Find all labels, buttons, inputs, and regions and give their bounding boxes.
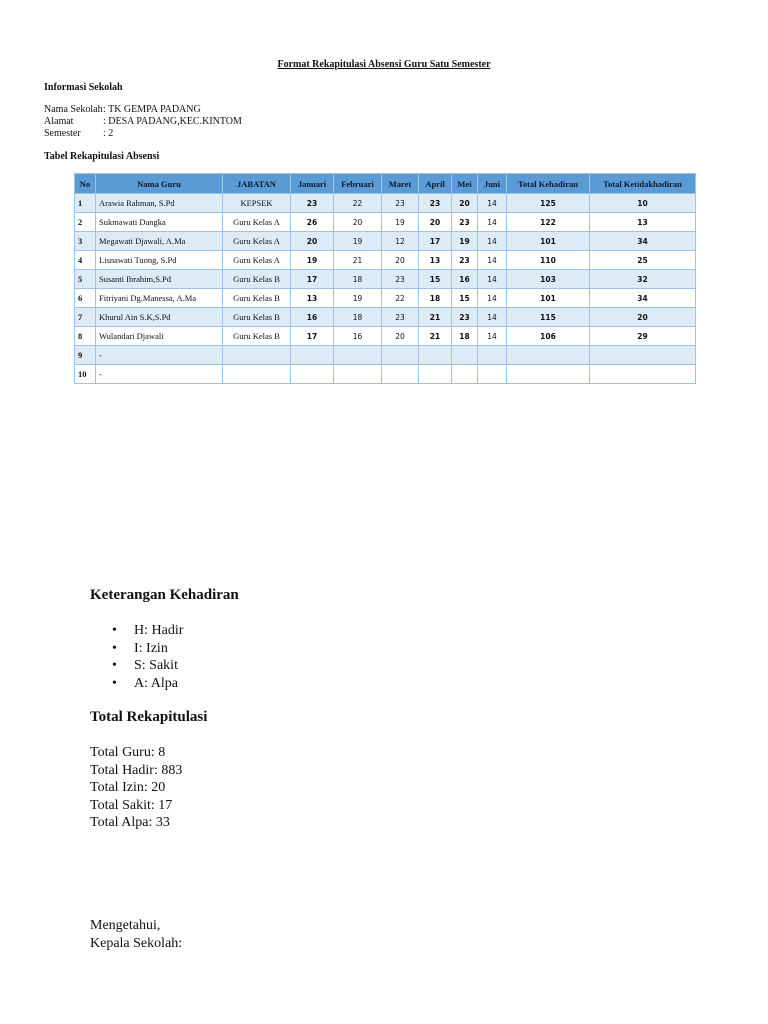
total-alpa: Total Alpa: 33: [90, 815, 170, 830]
cell-col-total-kehadiran: 110: [507, 251, 590, 270]
attendance-table: [74, 173, 696, 384]
cell-col-total-kehadiran: 115: [507, 308, 590, 327]
cell-col-jabatan: Guru Kelas A: [223, 251, 291, 270]
table-row: [75, 251, 696, 270]
cell-col-april: 15: [419, 270, 452, 289]
cell-col-februari: 19: [334, 232, 382, 251]
info-key: Semester: [44, 128, 81, 139]
cell-col-januari: 19: [291, 251, 334, 270]
cell-col-nama-guru: Fitriyani Dg.Manessa, A.Ma: [96, 289, 223, 308]
cell-col-mei: [452, 346, 478, 365]
table-row: [75, 289, 696, 308]
cell-col-jabatan: Guru Kelas B: [223, 289, 291, 308]
header-col-nama-guru: Nama Guru: [96, 174, 223, 194]
cell-col-maret: 20: [382, 327, 419, 346]
cell-col-no: 3: [75, 232, 96, 251]
document-title: Format Rekapitulasi Absensi Guru Satu Semester: [277, 59, 491, 70]
list-item-text: S: Sakit: [134, 658, 178, 673]
total-izin: Total Izin: 20: [90, 780, 166, 795]
cell-col-mei: 15: [452, 289, 478, 308]
header-col-januari: Januari: [291, 174, 334, 194]
cell-col-maret: 23: [382, 308, 419, 327]
cell-col-no: 7: [75, 308, 96, 327]
header-col-februari: Februari: [334, 174, 382, 194]
info-key: Nama Sekolah: [44, 104, 103, 115]
cell-col-maret: 19: [382, 213, 419, 232]
cell-col-total-ketidakhadiran: 20: [590, 308, 696, 327]
rekap-heading: Total Rekapitulasi: [90, 709, 208, 725]
bullet-icon: •: [112, 675, 117, 691]
info-value: : DESA PADANG,KEC.KINTOM: [103, 116, 242, 127]
cell-col-juni: 14: [478, 213, 507, 232]
bullet-icon: •: [112, 623, 117, 638]
cell-col-mei: 20: [452, 194, 478, 213]
cell-col-nama-guru: -: [96, 346, 223, 365]
list-item-text: I: Izin: [134, 640, 168, 656]
cell-col-juni: 14: [478, 289, 507, 308]
table-header-row: [75, 174, 696, 194]
cell-col-total-ketidakhadiran: [590, 365, 696, 384]
signature-role: Kepala Sekolah:: [90, 936, 183, 951]
table-row: [75, 346, 696, 365]
cell-col-total-kehadiran: 122: [507, 213, 590, 232]
table-row: [75, 327, 696, 346]
cell-col-total-ketidakhadiran: 25: [590, 251, 696, 270]
info-row-school-name: [44, 104, 242, 116]
cell-col-mei: 23: [452, 308, 478, 327]
cell-col-januari: 20: [291, 232, 334, 251]
cell-col-total-kehadiran: 101: [507, 232, 590, 251]
cell-col-juni: 14: [478, 194, 507, 213]
cell-col-total-ketidakhadiran: 34: [590, 232, 696, 251]
cell-col-no: 8: [75, 327, 96, 346]
table-body: [75, 194, 696, 384]
cell-col-februari: 22: [334, 194, 382, 213]
cell-col-maret: 20: [382, 251, 419, 270]
cell-col-maret: 12: [382, 232, 419, 251]
cell-col-mei: 16: [452, 270, 478, 289]
cell-col-total-ketidakhadiran: [590, 346, 696, 365]
list-item-text: A: Alpa: [134, 675, 178, 691]
cell-col-nama-guru: Susanti Ibrahim,S.Pd: [96, 270, 223, 289]
cell-col-februari: 19: [334, 289, 382, 308]
keterangan-heading: Keterangan Kehadiran: [90, 587, 239, 603]
cell-col-juni: 14: [478, 308, 507, 327]
cell-col-maret: 23: [382, 194, 419, 213]
cell-col-januari: 26: [291, 213, 334, 232]
cell-col-januari: 23: [291, 194, 334, 213]
cell-col-total-kehadiran: 106: [507, 327, 590, 346]
cell-col-maret: [382, 346, 419, 365]
header-col-total-kehadiran: Total Kehadiran: [507, 174, 590, 194]
cell-col-maret: [382, 365, 419, 384]
cell-col-juni: 14: [478, 327, 507, 346]
cell-col-total-ketidakhadiran: 10: [590, 194, 696, 213]
info-key: Alamat: [44, 116, 74, 127]
cell-col-total-kehadiran: 125: [507, 194, 590, 213]
cell-col-total-ketidakhadiran: 13: [590, 213, 696, 232]
cell-col-februari: 21: [334, 251, 382, 270]
cell-col-april: 17: [419, 232, 452, 251]
cell-col-april: 23: [419, 194, 452, 213]
cell-col-total-kehadiran: [507, 346, 590, 365]
table-heading: Tabel Rekapitulasi Absensi: [44, 151, 160, 162]
cell-col-juni: [478, 365, 507, 384]
total-hadir: Total Hadir: 883: [90, 762, 183, 778]
table-row: [75, 365, 696, 384]
cell-col-januari: [291, 346, 334, 365]
cell-col-april: 21: [419, 327, 452, 346]
cell-col-nama-guru: Lisnawati Tuong, S.Pd: [96, 251, 223, 270]
cell-col-april: 21: [419, 308, 452, 327]
cell-col-juni: 14: [478, 251, 507, 270]
signature-acknowledge: Mengetahui,: [90, 918, 161, 933]
cell-col-nama-guru: Sukmawati Dangka: [96, 213, 223, 232]
cell-col-jabatan: Guru Kelas A: [223, 213, 291, 232]
cell-col-januari: [291, 365, 334, 384]
cell-col-nama-guru: Khurul Ain S.K,S.Pd: [96, 308, 223, 327]
cell-col-jabatan: Guru Kelas B: [223, 270, 291, 289]
header-col-april: April: [419, 174, 452, 194]
cell-col-mei: 19: [452, 232, 478, 251]
cell-col-februari: [334, 365, 382, 384]
cell-col-jabatan: Guru Kelas A: [223, 232, 291, 251]
header-col-maret: Maret: [382, 174, 419, 194]
header-col-no: No: [75, 174, 96, 194]
header-col-total-ketidakhadiran: Total Ketidakhadiran: [590, 174, 696, 194]
cell-col-februari: [334, 346, 382, 365]
cell-col-juni: 14: [478, 232, 507, 251]
table-row: [75, 308, 696, 327]
info-value: : TK GEMPA PADANG: [103, 104, 201, 115]
bullet-icon: •: [112, 658, 117, 673]
table-row: [75, 232, 696, 251]
cell-col-februari: 18: [334, 270, 382, 289]
cell-col-april: [419, 346, 452, 365]
cell-col-nama-guru: Arawia Rahman, S.Pd: [96, 194, 223, 213]
bullet-icon: •: [112, 640, 117, 656]
table-row: [75, 194, 696, 213]
cell-col-no: 6: [75, 289, 96, 308]
cell-col-januari: 16: [291, 308, 334, 327]
cell-col-total-ketidakhadiran: 32: [590, 270, 696, 289]
cell-col-januari: 13: [291, 289, 334, 308]
cell-col-jabatan: [223, 365, 291, 384]
cell-col-juni: [478, 346, 507, 365]
cell-col-nama-guru: Wulandari Djawali: [96, 327, 223, 346]
cell-col-april: 18: [419, 289, 452, 308]
cell-col-total-ketidakhadiran: 29: [590, 327, 696, 346]
header-col-jabatan: JABATAN: [223, 174, 291, 194]
cell-col-total-kehadiran: [507, 365, 590, 384]
table-row: [75, 270, 696, 289]
cell-col-mei: 23: [452, 251, 478, 270]
cell-col-mei: 23: [452, 213, 478, 232]
cell-col-maret: 23: [382, 270, 419, 289]
cell-col-januari: 17: [291, 327, 334, 346]
cell-col-total-kehadiran: 101: [507, 289, 590, 308]
list-item: [110, 622, 183, 640]
table-row: [75, 213, 696, 232]
cell-col-no: 9: [75, 346, 96, 365]
list-item-text: H: Hadir: [134, 623, 184, 638]
cell-col-jabatan: KEPSEK: [223, 194, 291, 213]
cell-col-april: 13: [419, 251, 452, 270]
cell-col-no: 2: [75, 213, 96, 232]
cell-col-mei: [452, 365, 478, 384]
cell-col-april: 20: [419, 213, 452, 232]
rekap-totals: [90, 744, 182, 832]
cell-col-januari: 17: [291, 270, 334, 289]
cell-col-jabatan: Guru Kelas B: [223, 327, 291, 346]
signature-block: [90, 917, 182, 953]
cell-col-total-kehadiran: 103: [507, 270, 590, 289]
cell-col-no: 4: [75, 251, 96, 270]
info-row-semester: [44, 128, 242, 140]
cell-col-maret: 22: [382, 289, 419, 308]
cell-col-jabatan: [223, 346, 291, 365]
cell-col-juni: 14: [478, 270, 507, 289]
info-row-address: [44, 116, 242, 128]
cell-col-no: 5: [75, 270, 96, 289]
school-info: [44, 104, 242, 140]
header-col-mei: Mei: [452, 174, 478, 194]
cell-col-total-ketidakhadiran: 34: [590, 289, 696, 308]
cell-col-nama-guru: Megawati Djawali, A.Ma: [96, 232, 223, 251]
cell-col-nama-guru: -: [96, 365, 223, 384]
list-item: [110, 640, 183, 658]
list-item: [110, 675, 183, 693]
header-col-juni: Juni: [478, 174, 507, 194]
cell-col-mei: 18: [452, 327, 478, 346]
cell-col-no: 1: [75, 194, 96, 213]
cell-col-februari: 20: [334, 213, 382, 232]
cell-col-no: 10: [75, 365, 96, 384]
list-item: [110, 657, 183, 675]
total-sakit: Total Sakit: 17: [90, 797, 173, 813]
cell-col-jabatan: Guru Kelas B: [223, 308, 291, 327]
cell-col-april: [419, 365, 452, 384]
info-heading: Informasi Sekolah: [44, 82, 123, 93]
cell-col-februari: 16: [334, 327, 382, 346]
cell-col-februari: 18: [334, 308, 382, 327]
total-guru: Total Guru: 8: [90, 745, 166, 760]
keterangan-list: [110, 622, 183, 692]
info-value: : 2: [103, 128, 114, 139]
